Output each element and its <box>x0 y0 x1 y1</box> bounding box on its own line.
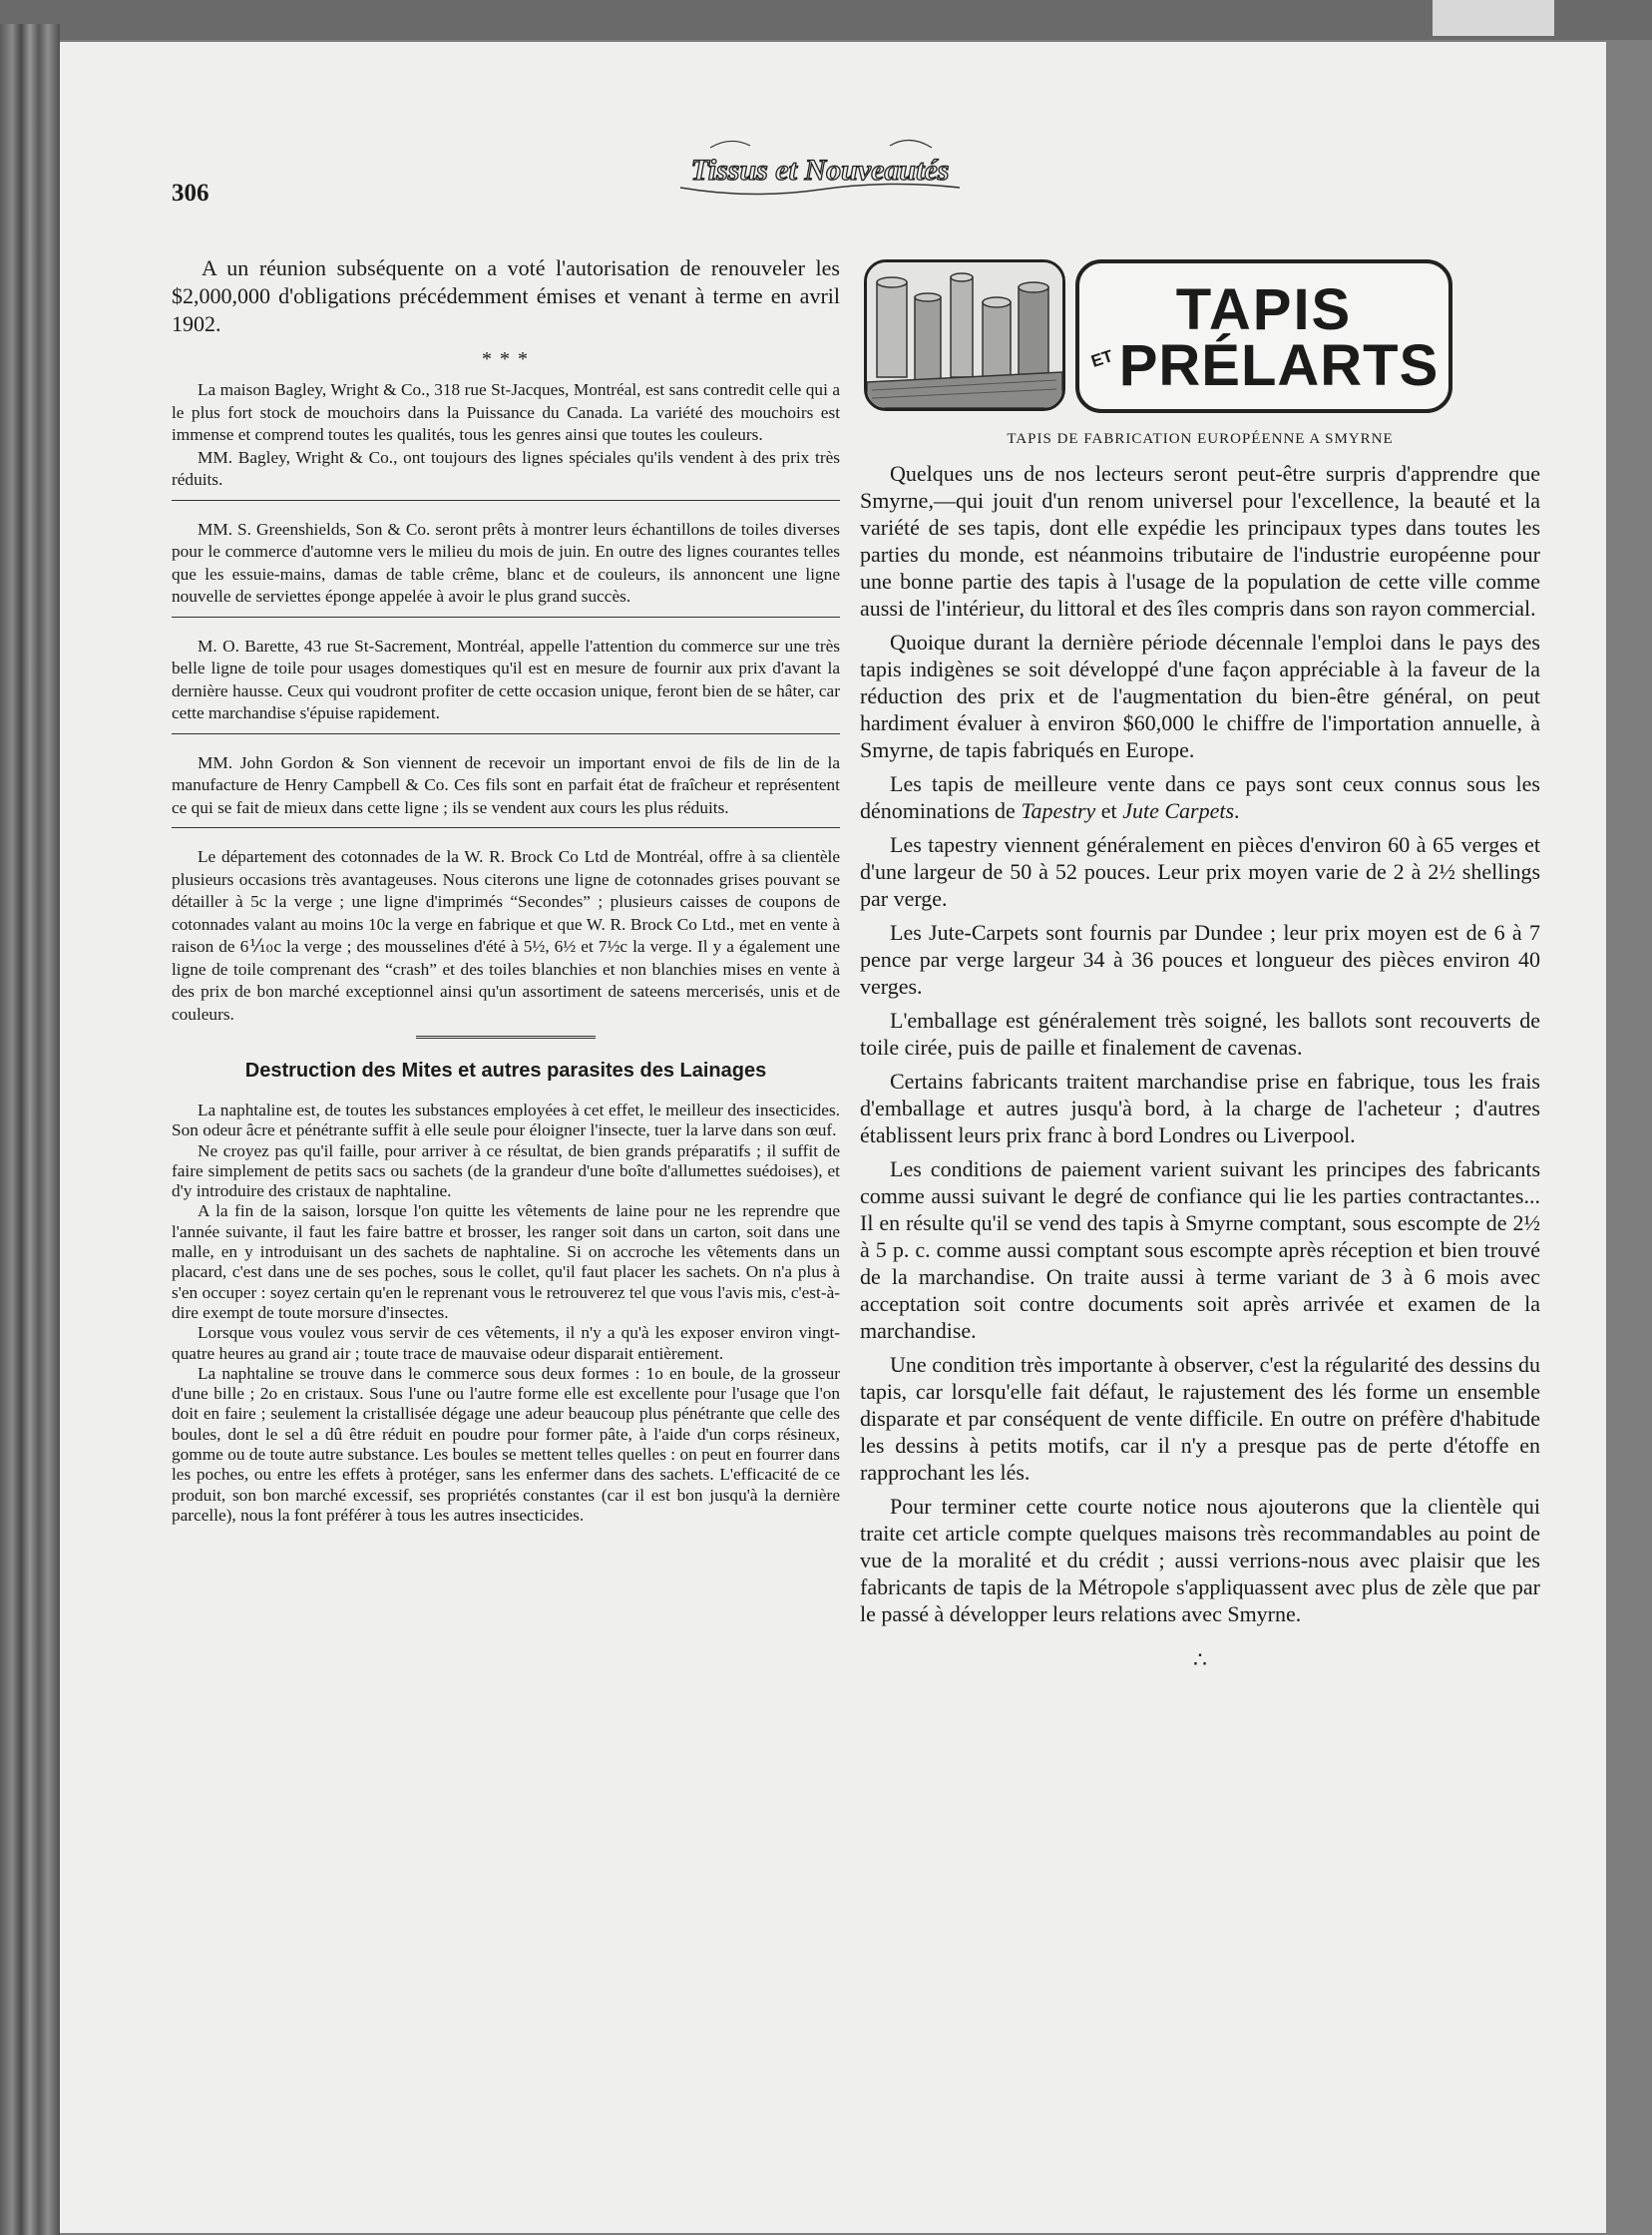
article-paragraph: Une condition très importante à observer, c'est la régularité des dessins du tapis, car lorsqu'elle fait défaut, le rajustement des lés forme un ensemble disparate et par conséquent de vente difficile. En outre on préfère d'habitude les dessins à petits motifs, car il n'y a presque pas de perte d'étoffe en rapprochant les lés. <box>860 1352 1540 1485</box>
term-jute-carpets: Jute Carpets <box>1122 798 1235 823</box>
article-paragraph <box>860 770 1540 824</box>
paragraph-text: et <box>1095 798 1123 823</box>
article-paragraph: Certains fabricants traitent marchandise prise en fabrique, tous les frais d'emballage et autres jusqu'à bord, à la charge de l'acheteur ; d'autres établissent leurs prix franc à bord Londres ou Liverpool. <box>860 1069 1540 1147</box>
left-column <box>172 254 840 1526</box>
banner-title-tapis: TAPIS <box>1175 277 1353 342</box>
article-paragraph: L'emballage est généralement très soigné, les ballots sont recouverts de toile cirée, puis de paille et finalement de cavenas. <box>860 1008 1540 1060</box>
carpet-rolls-illustration <box>864 259 1065 411</box>
item-divider <box>172 733 840 734</box>
article-paragraph: A la fin de la saison, lorsque l'on quitte les vêtements de laine pour ne les reprendre que l'année suivante, il faut les faire battre et brosser, les ranger soit dans un carton, soit dans une malle, en y introduisant un des sachets de naphtaline. Si on accroche les vêtements dans un placard, c'est dans une de ses poches, sous le collet, qu'il faut placer les sachets. On n'a plus à s'en occuper : soyez certain qu'en le reprenant vous le retrouverez tel que vous l'avis mis, c'est-à-dire exempt de toute morsure d'insectes. <box>172 1201 840 1322</box>
article-subtitle: TAPIS DE FABRICATION EUROPÉENNE A SMYRNE <box>1007 431 1394 447</box>
news-item <box>172 752 840 820</box>
item-paragraph: Le département des cotonnades de la W. R. Brock Co Ltd de Montréal, offre à sa clientèle plusieurs occasions très avantageuses. Nous citerons une ligne de cotonnades grises pouvant se détailler à 5c la verge ; une ligne d'imprimés “Secondes” ; plusieurs caisses de coupons de cotonnades valant au moins 10c la verge en fabrique et que W. R. Brock Co Ltd., met en vente à raison de 6⅒c la verge ; des mousselines d'été à 5½, 6½ et 7½c la verge. Il y a également une ligne de toile comprenant des “crash” et des toiles blanchies et non blanchies mises en vente à des prix de bon marché exceptionnel ainsi qu'un assortiment de sateens mercerisés, unis et de couleurs. <box>172 847 840 1024</box>
article-paragraph: Lorsque vous voulez vous servir de ces vêtements, il n'y a qu'à les exposer environ vingt-quatre heures au grand air ; toute trace de mauvaise odeur disparait entièrement. <box>172 1323 840 1363</box>
right-column <box>860 259 1540 1673</box>
item-divider <box>172 617 840 618</box>
item-divider <box>172 827 840 828</box>
banner-title-prelarts: PRÉLARTS <box>1118 333 1440 398</box>
item-paragraph: La maison Bagley, Wright & Co., 318 rue St-Jacques, Montréal, est sans contredit celle qui a le plus fort stock de mouchoirs dans la Puissance du Canada. La variété des mouchoirs est immense et comprend toutes les qualités, tous les genres ainsi que toutes les couleurs. <box>172 380 840 444</box>
article-paragraph: Les conditions de paiement varient suivant les principes des fabricants comme aussi suivant le degré de confiance qui lie les parties contractantes... Il en résulte qu'il se vend des tapis à Smyrne comptant, sous escompte de 2½ à 5 p. c. comme aussi comptant sous escompte après réception et bien trouvé de la marchandise. On traite aussi à terme variant de 3 à 6 mois avec acceptation soit contre documents soit après arrivée et examen de la marchandise. <box>860 1156 1540 1343</box>
article-paragraph: Quoique durant la dernière période décennale l'emploi dans le pays des tapis indigènes se soit développé d'une façon appréciable à la faveur de la réduction des prix et de l'augmentation du bien-être général, on peut hardiment évaluer à environ $60,000 le chiffre de l'importation annuelle, à Smyrne, de tapis fabriqués en Europe. <box>860 630 1540 762</box>
item-paragraph: MM. John Gordon & Son viennent de recevoir un important envoi de fils de lin de la manufacture de Henry Campbell & Co. Ces fils sont en parfait état de fraîcheur et représentent ce qui se fait de mieux dans cette ligne ; ils se vendent aux cours les plus réduits. <box>172 752 840 817</box>
news-item <box>172 846 840 1026</box>
scan-top-band <box>0 0 1652 40</box>
item-paragraph: MM. S. Greenshields, Son & Co. seront prêts à montrer leurs échantillons de toiles diverses pour le commerce d'automne vers le milieu du mois de juin. En outre des lignes courantes telles que les essuie-mains, damas de table crême, blanc et de couleurs, ils annoncent une ligne nouvelle de serviettes éponge appelée à avoir le plus grand succès. <box>172 519 840 606</box>
term-tapestry: Tapestry <box>1021 798 1096 823</box>
scan-paper-edge <box>1433 0 1554 36</box>
banner-title-et: ET <box>1088 346 1115 371</box>
paragraph-text: Les tapis de meilleure vente dans ce pays sont ceux connus sous les dénominations de <box>860 771 1540 823</box>
tapis-banner <box>864 259 1454 409</box>
carpet-rolls-drawing <box>867 262 1062 408</box>
paragraph-text: . <box>1234 798 1240 823</box>
article-heading: Destruction des Mites et autres parasites des Lainages <box>244 1060 767 1082</box>
news-item <box>172 379 840 492</box>
book-binding <box>0 24 60 2235</box>
section-divider <box>416 1036 596 1041</box>
banner-title-box <box>1075 259 1452 413</box>
article-paragraph: Les Jute-Carpets sont fournis par Dundee ; leur prix moyen est de 6 à 7 pence par verge largeur 34 à 36 pouces et longueur des pièces environ 40 verges. <box>860 920 1540 999</box>
separator-stars: * * * <box>481 348 530 370</box>
article-paragraph: Pour terminer cette courte notice nous ajouterons que la clientèle qui traite cet article compte quelques maisons très recommandables au point de vue de la moralité et du crédit ; aussi verrions-nous avec plaisir que les fabricants de tapis de la Métropole s'appliquassent avec plus de zèle que par le passé à développer leurs relations avec Smyrne. <box>860 1494 1540 1626</box>
article-paragraph: La naphtaline est, de toutes les substances employées à cet effet, le meilleur des insecticides. Son odeur âcre et pénétrante suffit à elle seule pour éloigner l'insecte, tuer la larve dans son œuf. <box>172 1101 840 1140</box>
article-paragraph: Ne croyez pas qu'il faille, pour arriver à ce résultat, de bien grands préparatifs ; il suffit de faire simplement de petits sacs ou sachets (de la grandeur d'une boîte d'allumettes suédoises), et d'y introduire des cristaux de naphtaline. <box>172 1140 840 1201</box>
page-number: 306 <box>172 180 209 207</box>
end-mark: ∴ <box>1193 1647 1207 1672</box>
masthead-wordmark: Tissus et Nouveautés <box>690 154 950 187</box>
news-item <box>172 636 840 725</box>
article-paragraph: Quelques uns de nos lecteurs seront peut-être surpris d'apprendre que Smyrne,—qui jouit d'un renom universel pour l'excellence, la beauté et la variété de ses tapis, dont elle expédie les principaux types dans toutes les parties du monde, est néanmoins tributaire de l'industrie européenne pour une bonne partie des tapis à l'usage de la population de cette ville comme aussi de l'intérieur, du littoral et des îles compris dans son rayon commercial. <box>860 461 1540 621</box>
article-paragraph: Les tapestry viennent généralement en pièces d'environ 60 à 65 verges et d'une largeur de 50 à 52 pouces. Leur prix moyen varie de 2 à 2½ shellings par verge. <box>860 832 1540 911</box>
item-paragraph: M. O. Barette, 43 rue St-Sacrement, Montréal, appelle l'attention du commerce sur une très belle ligne de toile pour usages domestiques qu'il est en mesure de fournir aux prix d'avant la dernière hausse. Ceux qui voudront profiter de cette occasion unique, feront bien de se hâter, car cette marchandise s'épuise rapidement. <box>172 636 840 722</box>
item-divider <box>172 500 840 501</box>
item-paragraph: MM. Bagley, Wright & Co., ont toujours des lignes spéciales qu'ils vendent à des prix très réduits. <box>172 447 840 489</box>
masthead-logo <box>670 128 970 208</box>
lead-paragraph: A un réunion subséquente on a voté l'autorisation de renouveler les $2,000,000 d'obligations précédemment émises et venant à terme en avril 1902. <box>172 255 840 336</box>
news-item <box>172 519 840 609</box>
article-paragraph: La naphtaline se trouve dans le commerce sous deux formes : 1o en boule, de la grosseur d'une bille ; 2o en cristaux. Sous l'une ou l'autre forme elle est excellente pour l'usage que l'on doit en faire ; seulement la cristallisée dégage une adeur beaucoup plus pénétrante que celle des boules, dont le sel a dû être réduit en poudre pour former pâte, à l'aide d'un corps résineux, gomme ou de toute autre substance. Les boules se mettent telles quelles : on peut en fourrer dans les poches, ou entre les effets à protéger, sans les enfermer dans des sachets. L'efficacité de ce produit, son bon marché excessif, ses propriétés constantes (car il est bon jusqu'à la dernière parcelle), nous la font préférer à tous les autres insecticides. <box>172 1363 840 1525</box>
